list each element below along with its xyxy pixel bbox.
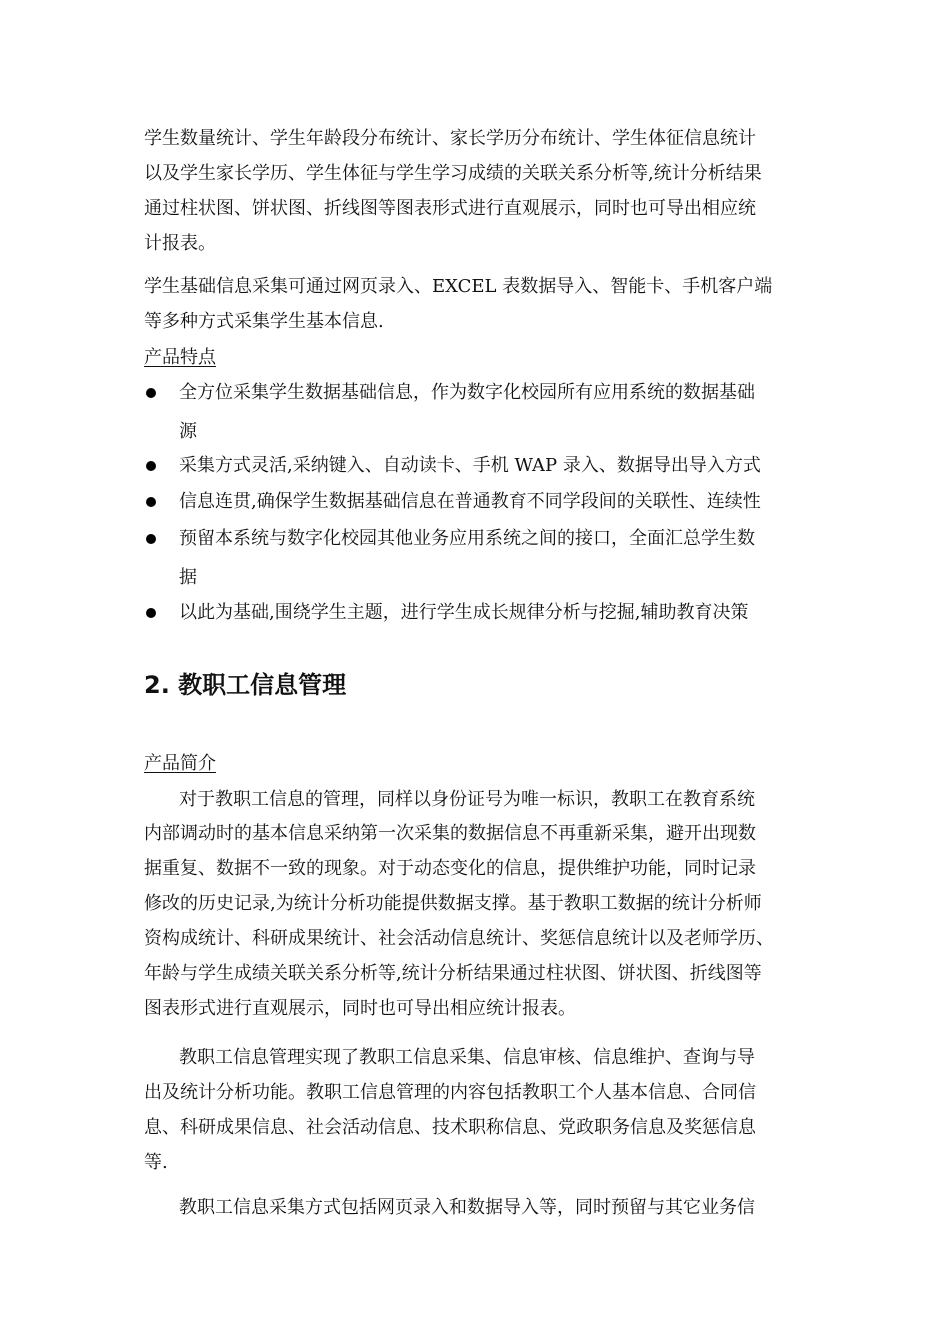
intro-line-4: 计报表。 [144, 233, 216, 254]
bullet-dot-icon [146, 461, 156, 471]
bullet-dot-icon [146, 497, 156, 507]
p1-line-5: 资构成统计、科研成果统计、社会活动信息统计、奖惩信息统计以及老师学历、 [144, 928, 774, 949]
p2-line-3: 息、科研成果信息、社会活动信息、技术职称信息、党政职务信息及奖惩信息 [144, 1117, 756, 1138]
bullet-dot-icon [146, 608, 156, 618]
bullet-dot-icon [146, 534, 156, 544]
p3-line-1: 教职工信息采集方式包括网页录入和数据导入等，同时预留与其它业务信 [179, 1197, 755, 1218]
p1-line-3: 据重复、数据不一致的现象。对于动态变化的信息，提供维护功能，同时记录 [144, 858, 756, 879]
intro-line-3: 通过柱状图、饼状图、折线图等图表形式进行直观展示，同时也可导出相应统 [144, 198, 756, 219]
collection-line-1: 学生基础信息采集可通过网页录入、EXCEL 表数据导入、智能卡、手机客户端 [144, 276, 773, 297]
feature-item-4-line-1: 预留本系统与数字化校园其他业务应用系统之间的接口，全面汇总学生数 [179, 528, 755, 549]
bullet-dot-icon [146, 388, 156, 398]
p1-line-4: 修改的历史记录,为统计分析功能提供数据支撑。基于教职工数据的统计分析师 [144, 893, 762, 914]
p1-line-7: 图表形式进行直观展示，同时也可导出相应统计报表。 [144, 998, 576, 1019]
p1-line-2: 内部调动时的基本信息采纳第一次采集的数据信息不再重新采集，避开出现数 [144, 823, 756, 844]
p2-line-2: 出及统计分析功能。教职工信息管理的内容包括教职工个人基本信息、合同信 [144, 1082, 756, 1103]
intro-line-2: 以及学生家长学历、学生体征与学生学习成绩的关联关系分析等,统计分析结果 [144, 163, 762, 184]
feature-item-2-line-1: 采集方式灵活,采纳键入、自动读卡、手机 WAP 录入、数据导出导入方式 [179, 455, 761, 476]
p2-line-4: 等. [144, 1152, 168, 1173]
product-intro-title: 产品简介 [144, 753, 216, 774]
intro-line-1: 学生数量统计、学生年龄段分布统计、家长学历分布统计、学生体征信息统计 [144, 128, 756, 149]
p1-line-6: 年龄与学生成绩关联关系分析等,统计分析结果通过柱状图、饼状图、折线图等 [144, 963, 762, 984]
feature-item-1-line-1: 全方位采集学生数据基础信息，作为数字化校园所有应用系统的数据基础 [179, 382, 755, 403]
collection-line-2: 等多种方式采集学生基本信息. [144, 311, 384, 332]
feature-item-3-line-1: 信息连贯,确保学生数据基础信息在普通教育不同学段间的关联性、连续性 [179, 491, 761, 512]
feature-item-5-line-1: 以此为基础,围绕学生主题，进行学生成长规律分析与挖掘,辅助教育决策 [179, 602, 749, 623]
features-title: 产品特点 [144, 347, 216, 368]
feature-item-1-line-2: 源 [179, 421, 197, 442]
section-heading: 2. 教职工信息管理 [144, 671, 347, 699]
p2-line-1: 教职工信息管理实现了教职工信息采集、信息审核、信息维护、查询与导 [179, 1047, 755, 1068]
feature-item-4-line-2: 据 [179, 567, 197, 588]
p1-line-1: 对于教职工信息的管理，同样以身份证号为唯一标识，教职工在教育系统 [179, 789, 755, 810]
